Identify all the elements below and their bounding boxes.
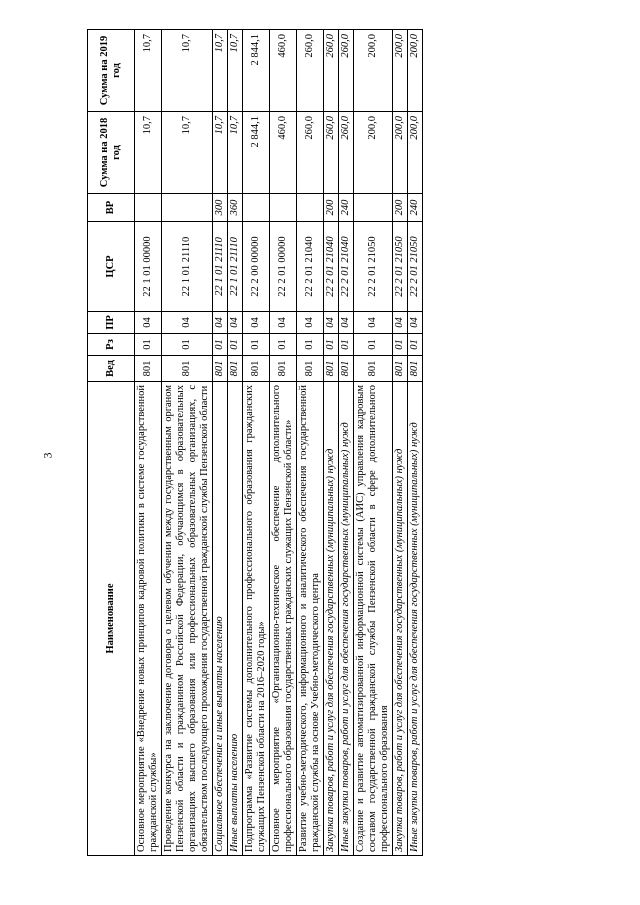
cell-sum2019: 10,7 [213,30,228,112]
cell-rz: 01 [339,334,354,356]
cell-sum2019: 460,0 [270,30,297,112]
table-row [243,30,270,856]
cell-rz: 01 [297,334,324,356]
cell-ved: 801 [270,356,297,382]
cell-rz: 01 [393,334,408,356]
cell-ved: 801 [354,356,393,382]
cell-name: Закупка товаров, работ и услуг для обеспечения государственных (муниципальных) нужд [393,382,408,856]
cell-pr: 04 [270,312,297,334]
cell-name: Основное мероприятие «Организационно-техническое обеспечение дополнительного профессионального образования государственных гражданских служащих Пензенской области» [270,382,297,856]
cell-sum2018: 10,7 [228,112,243,194]
cell-vr: 300 [213,194,228,222]
cell-rz: 01 [354,334,393,356]
cell-sum2018: 200,0 [393,112,408,194]
cell-pr: 04 [162,312,213,334]
cell-name: Развитие учебно-методического, информационного и аналитического обеспечения государственной гражданской службы на основе Учебно-методического центра [297,382,324,856]
cell-ved: 801 [243,356,270,382]
cell-rz: 01 [270,334,297,356]
cell-pr: 04 [324,312,339,334]
cell-ved: 801 [408,356,423,382]
cell-ved: 801 [339,356,354,382]
cell-rz: 01 [213,334,228,356]
header-sum-2018: Сумма на 2018 год [88,112,135,194]
table-row [354,30,393,856]
cell-csr: 22 2 01 21050 [354,222,393,312]
cell-sum2019: 10,7 [162,30,213,112]
cell-sum2019: 2 844,1 [243,30,270,112]
cell-sum2019: 260,0 [297,30,324,112]
cell-sum2018: 2 844,1 [243,112,270,194]
cell-vr: 200 [324,194,339,222]
cell-name: Основное мероприятие «Внедрение новых принципов кадровой политики в системе государственной гражданской службы» [135,382,162,856]
cell-pr: 04 [213,312,228,334]
cell-sum2018: 260,0 [324,112,339,194]
cell-sum2019: 200,0 [408,30,423,112]
cell-vr [297,194,324,222]
header-sum-2019: Сумма на 2019 год [88,30,135,112]
rotated-table-container [87,30,596,856]
cell-vr [270,194,297,222]
cell-csr: 22 1 01 00000 [135,222,162,312]
cell-sum2019: 10,7 [228,30,243,112]
table-header-row [88,30,135,856]
table-row [270,30,297,856]
cell-sum2018: 260,0 [339,112,354,194]
cell-name: Закупка товаров, работ и услуг для обеспечения государственных (муниципальных) нужд [324,382,339,856]
cell-ved: 801 [297,356,324,382]
cell-sum2018: 200,0 [354,112,393,194]
cell-pr: 04 [243,312,270,334]
cell-sum2018: 10,7 [135,112,162,194]
cell-sum2018: 200,0 [408,112,423,194]
cell-csr: 22 2 01 21040 [297,222,324,312]
cell-pr: 04 [393,312,408,334]
cell-csr: 22 2 01 21040 [339,222,354,312]
cell-vr: 360 [228,194,243,222]
cell-name: Подпрограмма «Развитие системы дополнительного профессионального образования гражданских служащих Пензенской области на 2016–2020 годы» [243,382,270,856]
cell-rz: 01 [324,334,339,356]
cell-sum2018: 10,7 [213,112,228,194]
cell-csr: 22 1 01 21110 [213,222,228,312]
header-vr: ВР [88,194,135,222]
cell-pr: 04 [135,312,162,334]
table-row [228,30,243,856]
cell-vr [243,194,270,222]
cell-name: Создание и развитие автоматизированной информационной системы (АИС) управления кадровым составом государственной гражданской службы Пензенской области в сфере дополнительного профессионального образования [354,382,393,856]
cell-csr: 22 1 01 21110 [228,222,243,312]
table-row [408,30,423,856]
cell-name: Иные закупки товаров, работ и услуг для обеспечения государственных (муниципальных) нужд [408,382,423,856]
cell-sum2019: 260,0 [339,30,354,112]
cell-sum2018: 10,7 [162,112,213,194]
cell-vr [162,194,213,222]
cell-rz: 01 [228,334,243,356]
cell-vr: 200 [393,194,408,222]
cell-csr: 22 2 01 21040 [324,222,339,312]
table-row [135,30,162,856]
cell-csr: 22 2 01 21050 [408,222,423,312]
cell-vr [135,194,162,222]
page-number: 3 [40,452,55,459]
budget-table [87,29,423,856]
table-row [339,30,354,856]
cell-csr: 22 1 01 21110 [162,222,213,312]
cell-vr: 240 [408,194,423,222]
table-row [324,30,339,856]
header-pr: ПР [88,312,135,334]
cell-name: Иные закупки товаров, работ и услуг для обеспечения государственных (муниципальных) нужд [339,382,354,856]
cell-pr: 04 [408,312,423,334]
cell-sum2019: 200,0 [354,30,393,112]
table-row [213,30,228,856]
cell-sum2019: 200,0 [393,30,408,112]
cell-vr [354,194,393,222]
header-name: Наименование [88,382,135,856]
cell-csr: 22 2 01 00000 [270,222,297,312]
cell-rz: 01 [243,334,270,356]
table-row [393,30,408,856]
cell-ved: 801 [228,356,243,382]
header-csr: ЦСР [88,222,135,312]
header-rz: Рз [88,334,135,356]
cell-ved: 801 [135,356,162,382]
cell-rz: 01 [135,334,162,356]
cell-rz: 01 [162,334,213,356]
cell-csr: 22 2 00 00000 [243,222,270,312]
cell-name: Проведение конкурса на заключение договора о целевом обучении между государственным органом Пензенской области и гражданином Российской Федерации, обучающимся в образовательных организациях высшего образования или профессиональных образовательных организациях, с обязательством последующего прохождения государственной гражданской службы Пензенской области [162,382,213,856]
cell-rz: 01 [408,334,423,356]
cell-name: Социальное обеспечение и иные выплаты населению [213,382,228,856]
cell-sum2018: 260,0 [297,112,324,194]
cell-ved: 801 [324,356,339,382]
cell-pr: 04 [228,312,243,334]
cell-pr: 04 [297,312,324,334]
cell-sum2019: 10,7 [135,30,162,112]
cell-pr: 04 [354,312,393,334]
cell-pr: 04 [339,312,354,334]
cell-ved: 801 [393,356,408,382]
cell-ved: 801 [162,356,213,382]
table-row [162,30,213,856]
cell-sum2019: 260,0 [324,30,339,112]
header-ved: Вед [88,356,135,382]
cell-ved: 801 [213,356,228,382]
cell-csr: 22 2 01 21050 [393,222,408,312]
cell-sum2018: 460,0 [270,112,297,194]
table-row [297,30,324,856]
cell-name: Иные выплаты населению [228,382,243,856]
cell-vr: 240 [339,194,354,222]
